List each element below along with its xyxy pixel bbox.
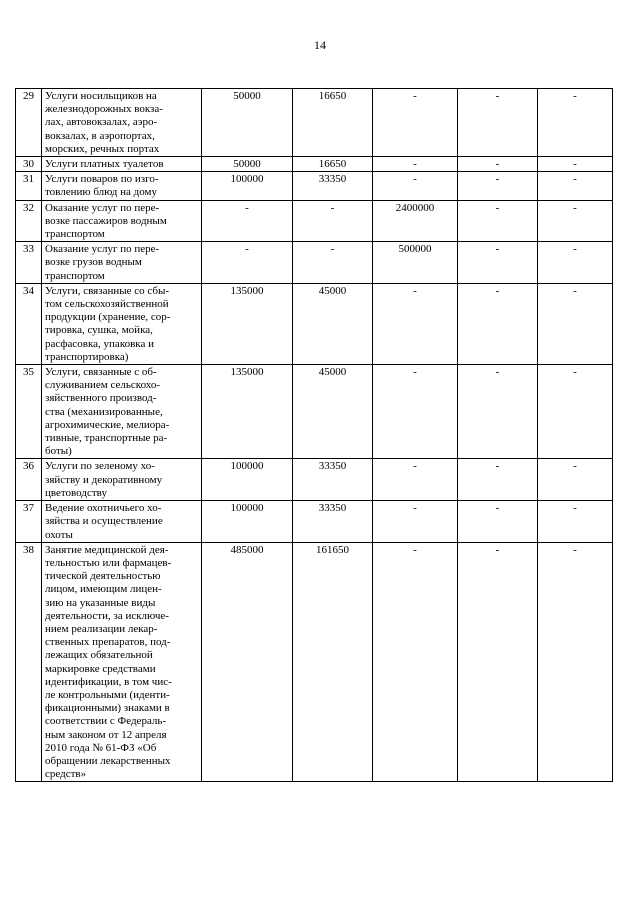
value-cell-c7: - bbox=[538, 157, 613, 172]
service-name-line: служиванием сельскохо- bbox=[45, 379, 161, 392]
value-cell-c4: 16650 bbox=[293, 157, 373, 172]
service-name-line: Услуги платных туалетов bbox=[45, 158, 164, 171]
value-cell-c7: - bbox=[538, 542, 613, 782]
row-number: 32 bbox=[16, 200, 42, 242]
service-name-line: зию на указанные виды bbox=[45, 596, 156, 609]
service-name bbox=[42, 89, 202, 157]
row-number: 31 bbox=[16, 172, 42, 200]
value-cell-c7: - bbox=[538, 89, 613, 157]
value-cell-c5: - bbox=[373, 172, 458, 200]
value-cell-c3: 135000 bbox=[202, 283, 293, 364]
value-cell-c5: 2400000 bbox=[373, 200, 458, 242]
value-cell-c7: - bbox=[538, 242, 613, 284]
service-name-line: Услуги носильщиков на bbox=[45, 90, 157, 102]
service-name-line: возке пассажиров водным bbox=[45, 214, 167, 227]
value-cell-c5: 500000 bbox=[373, 242, 458, 284]
tariff-table bbox=[15, 88, 613, 782]
service-name-line: зяйственного производ- bbox=[45, 392, 157, 405]
table-row bbox=[16, 89, 613, 157]
value-cell-c6: - bbox=[458, 459, 538, 501]
value-cell-c6: - bbox=[458, 542, 538, 782]
table-row bbox=[16, 542, 613, 782]
table-row bbox=[16, 501, 613, 543]
service-name-line: зяйству и декоративному bbox=[45, 473, 163, 486]
service-name-line: ственных препаратов, под- bbox=[45, 636, 171, 649]
value-cell-c4: 16650 bbox=[293, 89, 373, 157]
service-name-line: соответствии с Федераль- bbox=[45, 715, 167, 728]
row-number: 30 bbox=[16, 157, 42, 172]
service-name-line: транспортом bbox=[45, 269, 105, 282]
row-number: 33 bbox=[16, 242, 42, 284]
service-name-line: ле контрольными (иденти- bbox=[45, 688, 170, 701]
value-cell-c5: - bbox=[373, 459, 458, 501]
service-name-line: Оказание услуг по пере- bbox=[45, 243, 160, 256]
value-cell-c4: 33350 bbox=[293, 501, 373, 543]
service-name-line: тельностью или фармацев- bbox=[45, 556, 172, 569]
service-name-line: маркировке средствами bbox=[45, 662, 156, 675]
service-name-line: тической деятельностью bbox=[45, 570, 161, 583]
service-name-line: средств» bbox=[45, 768, 87, 781]
service-name-line: Услуги, связанные с об- bbox=[45, 366, 157, 379]
service-name-line: ным законом от 12 апреля bbox=[45, 728, 167, 741]
service-name-line: транспортом bbox=[45, 228, 105, 241]
service-name-line: идентификации, в том чис- bbox=[45, 675, 172, 688]
service-name bbox=[42, 242, 202, 284]
table-row bbox=[16, 172, 613, 200]
service-name bbox=[42, 157, 202, 172]
service-name bbox=[42, 283, 202, 364]
table-body bbox=[16, 89, 613, 782]
row-number: 29 bbox=[16, 89, 42, 157]
value-cell-c7: - bbox=[538, 501, 613, 543]
value-cell-c5: - bbox=[373, 365, 458, 459]
service-name-line: Занятие медицинской дея- bbox=[45, 543, 169, 556]
service-name-line: Ведение охотничьего хо- bbox=[45, 502, 162, 515]
service-name-line: фикационными) знаками в bbox=[45, 702, 170, 715]
service-name-line: возке грузов водным bbox=[45, 256, 142, 269]
service-name-line: агрохимические, мелиора- bbox=[45, 418, 170, 431]
value-cell-c6: - bbox=[458, 283, 538, 364]
value-cell-c4: - bbox=[293, 242, 373, 284]
service-name-line: транспортировка) bbox=[45, 350, 129, 363]
value-cell-c6: - bbox=[458, 242, 538, 284]
value-cell-c3: 485000 bbox=[202, 542, 293, 782]
service-name-line: лицом, имеющим лицен- bbox=[45, 583, 162, 596]
value-cell-c3: 100000 bbox=[202, 172, 293, 200]
table-row bbox=[16, 365, 613, 459]
service-name-line: лах, автовокзалах, аэро- bbox=[45, 116, 158, 129]
value-cell-c3: 135000 bbox=[202, 365, 293, 459]
value-cell-c3: - bbox=[202, 242, 293, 284]
service-name-line: 2010 года № 61-ФЗ «Об bbox=[45, 741, 157, 754]
value-cell-c5: - bbox=[373, 542, 458, 782]
row-number: 38 bbox=[16, 542, 42, 782]
service-name-line: том сельскохозяйственной bbox=[45, 298, 169, 311]
row-number: 37 bbox=[16, 501, 42, 543]
value-cell-c6: - bbox=[458, 172, 538, 200]
service-name-line: Услуги, связанные со сбы- bbox=[45, 284, 170, 297]
page-number: 14 bbox=[314, 38, 326, 52]
table-row bbox=[16, 283, 613, 364]
service-name-line: Услуги поваров по изго- bbox=[45, 173, 159, 186]
service-name bbox=[42, 501, 202, 543]
service-name-line: тировка, сушка, мойка, bbox=[45, 324, 153, 337]
service-name-line: Услуги по зеленому хо- bbox=[45, 460, 155, 473]
value-cell-c5: - bbox=[373, 89, 458, 157]
row-number: 35 bbox=[16, 365, 42, 459]
service-name-line: обращении лекарственных bbox=[45, 754, 171, 767]
service-name-line: лежащих обязательной bbox=[45, 649, 153, 662]
value-cell-c3: - bbox=[202, 200, 293, 242]
value-cell-c4: 161650 bbox=[293, 542, 373, 782]
service-name-line: ства (механизированные, bbox=[45, 405, 163, 418]
value-cell-c6: - bbox=[458, 501, 538, 543]
value-cell-c5: - bbox=[373, 283, 458, 364]
service-name bbox=[42, 365, 202, 459]
row-number: 36 bbox=[16, 459, 42, 501]
value-cell-c3: 100000 bbox=[202, 501, 293, 543]
value-cell-c7: - bbox=[538, 200, 613, 242]
service-name-line: расфасовка, упаковка и bbox=[45, 337, 154, 350]
service-name bbox=[42, 172, 202, 200]
service-name bbox=[42, 459, 202, 501]
value-cell-c5: - bbox=[373, 157, 458, 172]
table-row bbox=[16, 459, 613, 501]
table-row bbox=[16, 157, 613, 172]
service-name-line: вокзалах, в аэропортах, bbox=[45, 129, 155, 142]
service-name-line: зяйства и осуществление bbox=[45, 515, 163, 528]
value-cell-c7: - bbox=[538, 365, 613, 459]
service-name-line: продукции (хранение, сор- bbox=[45, 311, 171, 324]
service-name bbox=[42, 542, 202, 782]
value-cell-c6: - bbox=[458, 89, 538, 157]
value-cell-c7: - bbox=[538, 283, 613, 364]
value-cell-c3: 100000 bbox=[202, 459, 293, 501]
value-cell-c7: - bbox=[538, 459, 613, 501]
service-name-line: цветоводству bbox=[45, 486, 107, 499]
service-name-line: нием реализации лекар- bbox=[45, 622, 158, 635]
value-cell-c4: 33350 bbox=[293, 459, 373, 501]
value-cell-c6: - bbox=[458, 365, 538, 459]
table-row bbox=[16, 242, 613, 284]
service-name-line: деятельности, за исключе- bbox=[45, 609, 169, 622]
value-cell-c3: 50000 bbox=[202, 157, 293, 172]
service-name-line: охоты bbox=[45, 528, 73, 541]
value-cell-c4: 45000 bbox=[293, 365, 373, 459]
value-cell-c4: - bbox=[293, 200, 373, 242]
service-name-line: Оказание услуг по пере- bbox=[45, 201, 160, 214]
value-cell-c3: 50000 bbox=[202, 89, 293, 157]
table-row bbox=[16, 200, 613, 242]
value-cell-c6: - bbox=[458, 200, 538, 242]
value-cell-c7: - bbox=[538, 172, 613, 200]
service-name-line: тивные, транспортные ра- bbox=[45, 432, 168, 445]
value-cell-c5: - bbox=[373, 501, 458, 543]
row-number: 34 bbox=[16, 283, 42, 364]
service-name-line: железнодорожных вокза- bbox=[45, 103, 163, 116]
value-cell-c6: - bbox=[458, 157, 538, 172]
value-cell-c4: 33350 bbox=[293, 172, 373, 200]
service-name-line: морских, речных портах bbox=[45, 142, 160, 155]
service-name-line: товлению блюд на дому bbox=[45, 186, 158, 199]
value-cell-c4: 45000 bbox=[293, 283, 373, 364]
service-name bbox=[42, 200, 202, 242]
service-name-line: боты) bbox=[45, 445, 72, 458]
